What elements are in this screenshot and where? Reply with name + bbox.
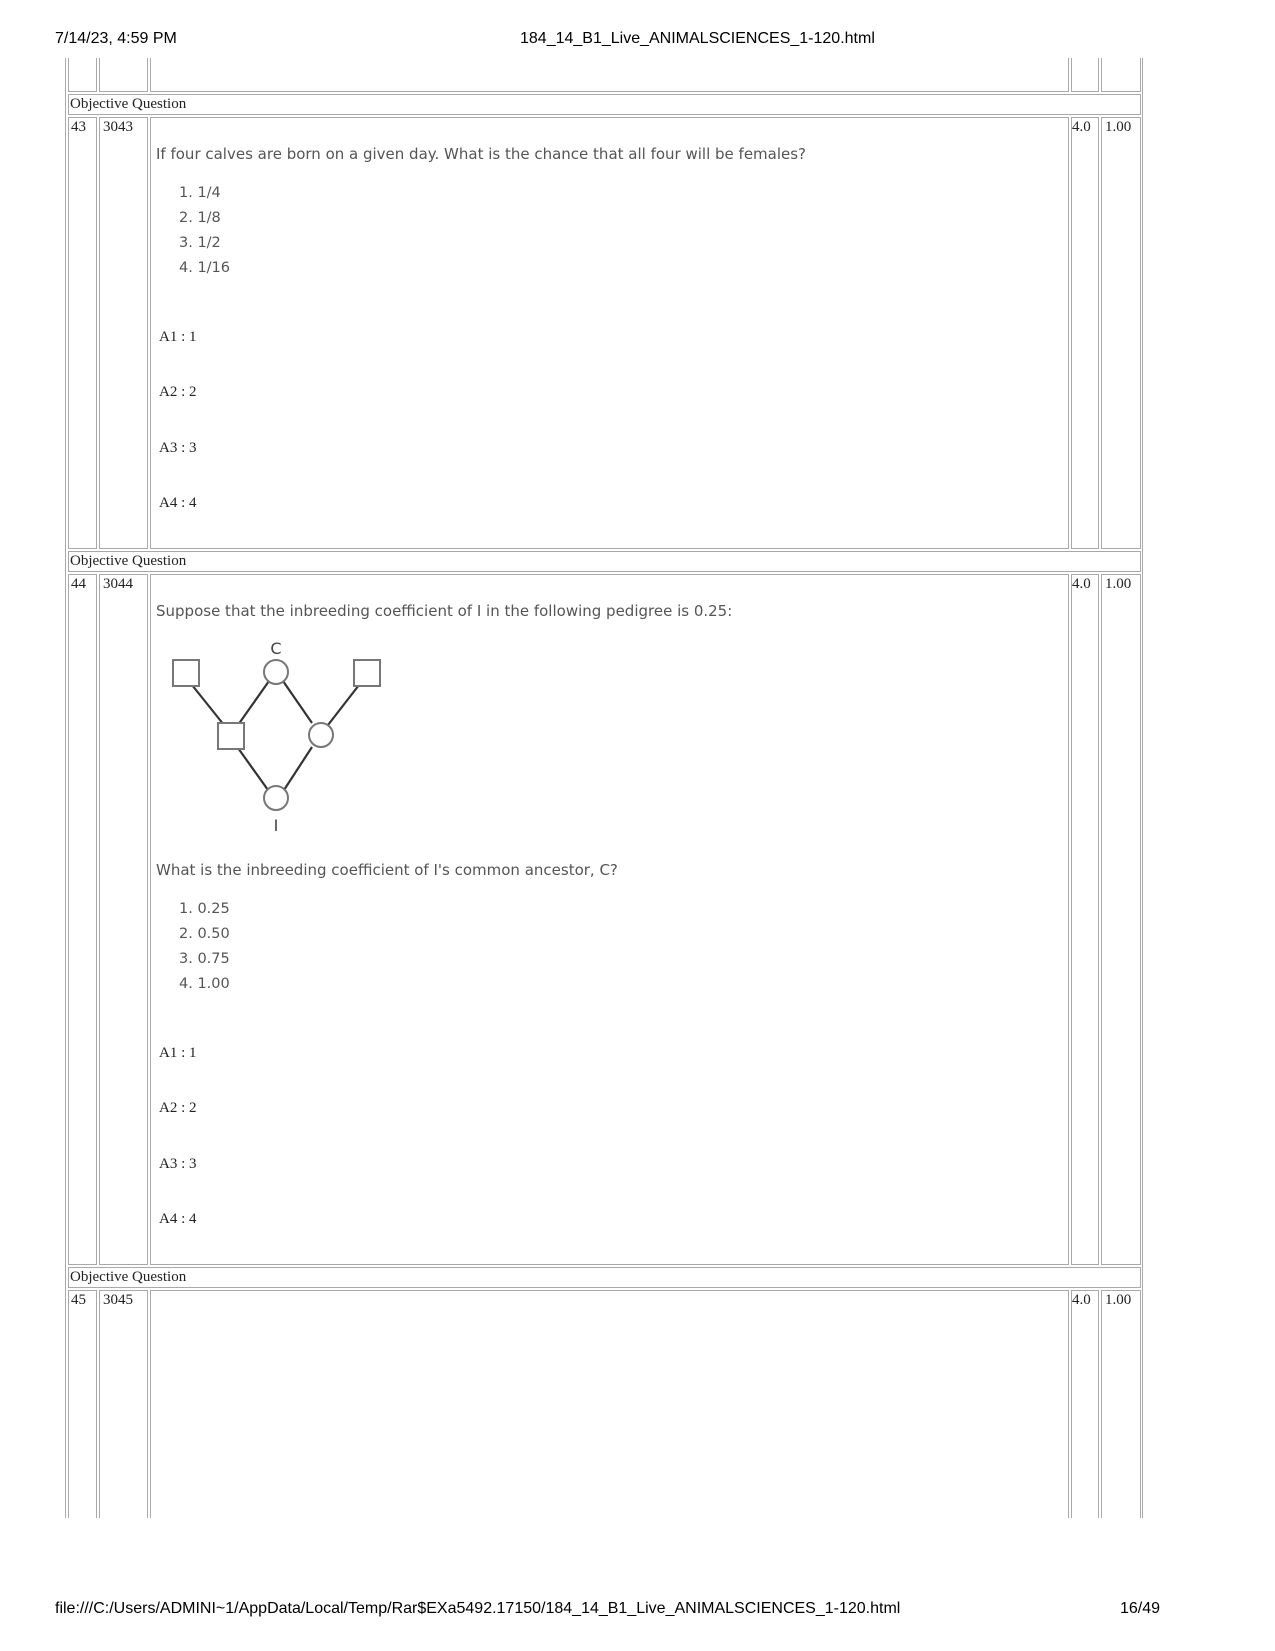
print-datetime: 7/14/23, 4:59 PM xyxy=(55,30,177,47)
section-label-cell xyxy=(68,1267,1141,1288)
option-item: 3. 1/2 xyxy=(179,235,221,251)
prev-row-sno-cell xyxy=(68,58,97,92)
prev-row-content-cell xyxy=(150,58,1069,92)
question-text: If four calves are born on a given day. What is the chance that all four will be females? xyxy=(156,145,807,163)
marks-value: 4.0 xyxy=(1072,1292,1091,1308)
question-id: 3043 xyxy=(103,119,133,135)
negative-marks-value: 1.00 xyxy=(1105,576,1132,592)
negative-marks-value: 1.00 xyxy=(1105,1292,1132,1308)
option-item: 4. 1.00 xyxy=(179,976,230,992)
marks-cell xyxy=(1071,117,1099,549)
pedigree-male-square xyxy=(218,723,244,749)
question-content-cell xyxy=(150,1290,1069,1518)
negative-marks-cell xyxy=(1101,1290,1141,1518)
section-label: Objective Question xyxy=(70,553,187,569)
pedigree-ancestor-c-circle xyxy=(264,660,288,684)
option-item: 2. 1/8 xyxy=(179,210,221,226)
section-label: Objective Question xyxy=(70,1269,187,1285)
prev-row-qid-cell xyxy=(99,58,148,92)
question-id-cell xyxy=(99,1290,148,1518)
marks-cell xyxy=(1071,574,1099,1265)
question-id: 3044 xyxy=(103,576,133,592)
pedigree-female-circle xyxy=(309,723,333,747)
answer-label: A2 : 2 xyxy=(159,1100,197,1116)
question-sno: 44 xyxy=(71,576,86,592)
option-item: 2. 0.50 xyxy=(179,926,230,942)
answer-label: A3 : 3 xyxy=(159,440,197,456)
negative-marks-cell xyxy=(1101,574,1141,1265)
question-subtext: What is the inbreeding coefficient of I's common ancestor, C? xyxy=(156,861,618,879)
answer-label: A2 : 2 xyxy=(159,384,197,400)
marks-value: 4.0 xyxy=(1072,576,1091,592)
pedigree-male-square xyxy=(173,660,199,686)
pedigree-line xyxy=(238,748,268,790)
pedigree-line xyxy=(283,681,312,723)
print-page-number: 16/49 xyxy=(1120,1600,1161,1617)
pedigree-label-i: I xyxy=(273,816,279,835)
section-label: Objective Question xyxy=(70,96,187,112)
question-content-cell xyxy=(150,574,1069,1265)
option-item: 4. 1/16 xyxy=(179,260,231,276)
answer-label: A1 : 1 xyxy=(159,329,197,345)
option-item: 3. 0.75 xyxy=(179,951,230,967)
question-content-cell xyxy=(150,117,1069,549)
answer-label: A4 : 4 xyxy=(159,1211,197,1227)
pedigree-diagram xyxy=(166,635,396,835)
marks-cell xyxy=(1071,1290,1099,1518)
print-doc-title: 184_14_B1_Live_ANIMALSCIENCES_1-120.html xyxy=(520,30,875,47)
prev-row-marks-cell xyxy=(1071,58,1099,92)
print-file-path: file:///C:/Users/ADMINI~1/AppData/Local/Temp/Rar$EXa5492.17150/184_14_B1_Live_ANIMALSCIENCES_1-120.html xyxy=(55,1600,901,1617)
option-item: 1. 1/4 xyxy=(179,185,221,201)
pedigree-label-c: C xyxy=(270,639,282,658)
section-label-cell xyxy=(68,551,1141,572)
question-sno-cell xyxy=(68,117,97,549)
question-text: Suppose that the inbreeding coefficient of I in the following pedigree is 0.25: xyxy=(156,602,733,620)
pedigree-line xyxy=(284,747,312,790)
negative-marks-cell xyxy=(1101,117,1141,549)
question-sno: 43 xyxy=(71,119,86,135)
question-sno-cell xyxy=(68,574,97,1265)
pedigree-line xyxy=(328,685,359,725)
options-list xyxy=(179,897,230,997)
option-item: 1. 0.25 xyxy=(179,901,230,917)
answer-label: A1 : 1 xyxy=(159,1045,197,1061)
question-id: 3045 xyxy=(103,1292,133,1308)
question-id-cell xyxy=(99,117,148,549)
negative-marks-value: 1.00 xyxy=(1105,119,1132,135)
pedigree-individual-i-circle xyxy=(264,786,288,810)
answer-label: A3 : 3 xyxy=(159,1156,197,1172)
options-list xyxy=(179,181,230,281)
answer-label: A4 : 4 xyxy=(159,495,197,511)
question-sno: 45 xyxy=(71,1292,86,1308)
pedigree-line xyxy=(238,681,269,725)
question-sno-cell xyxy=(68,1290,97,1518)
pedigree-male-square xyxy=(354,660,380,686)
section-label-cell xyxy=(68,94,1141,115)
prev-row-neg-cell xyxy=(1101,58,1141,92)
marks-value: 4.0 xyxy=(1072,119,1091,135)
question-id-cell xyxy=(99,574,148,1265)
